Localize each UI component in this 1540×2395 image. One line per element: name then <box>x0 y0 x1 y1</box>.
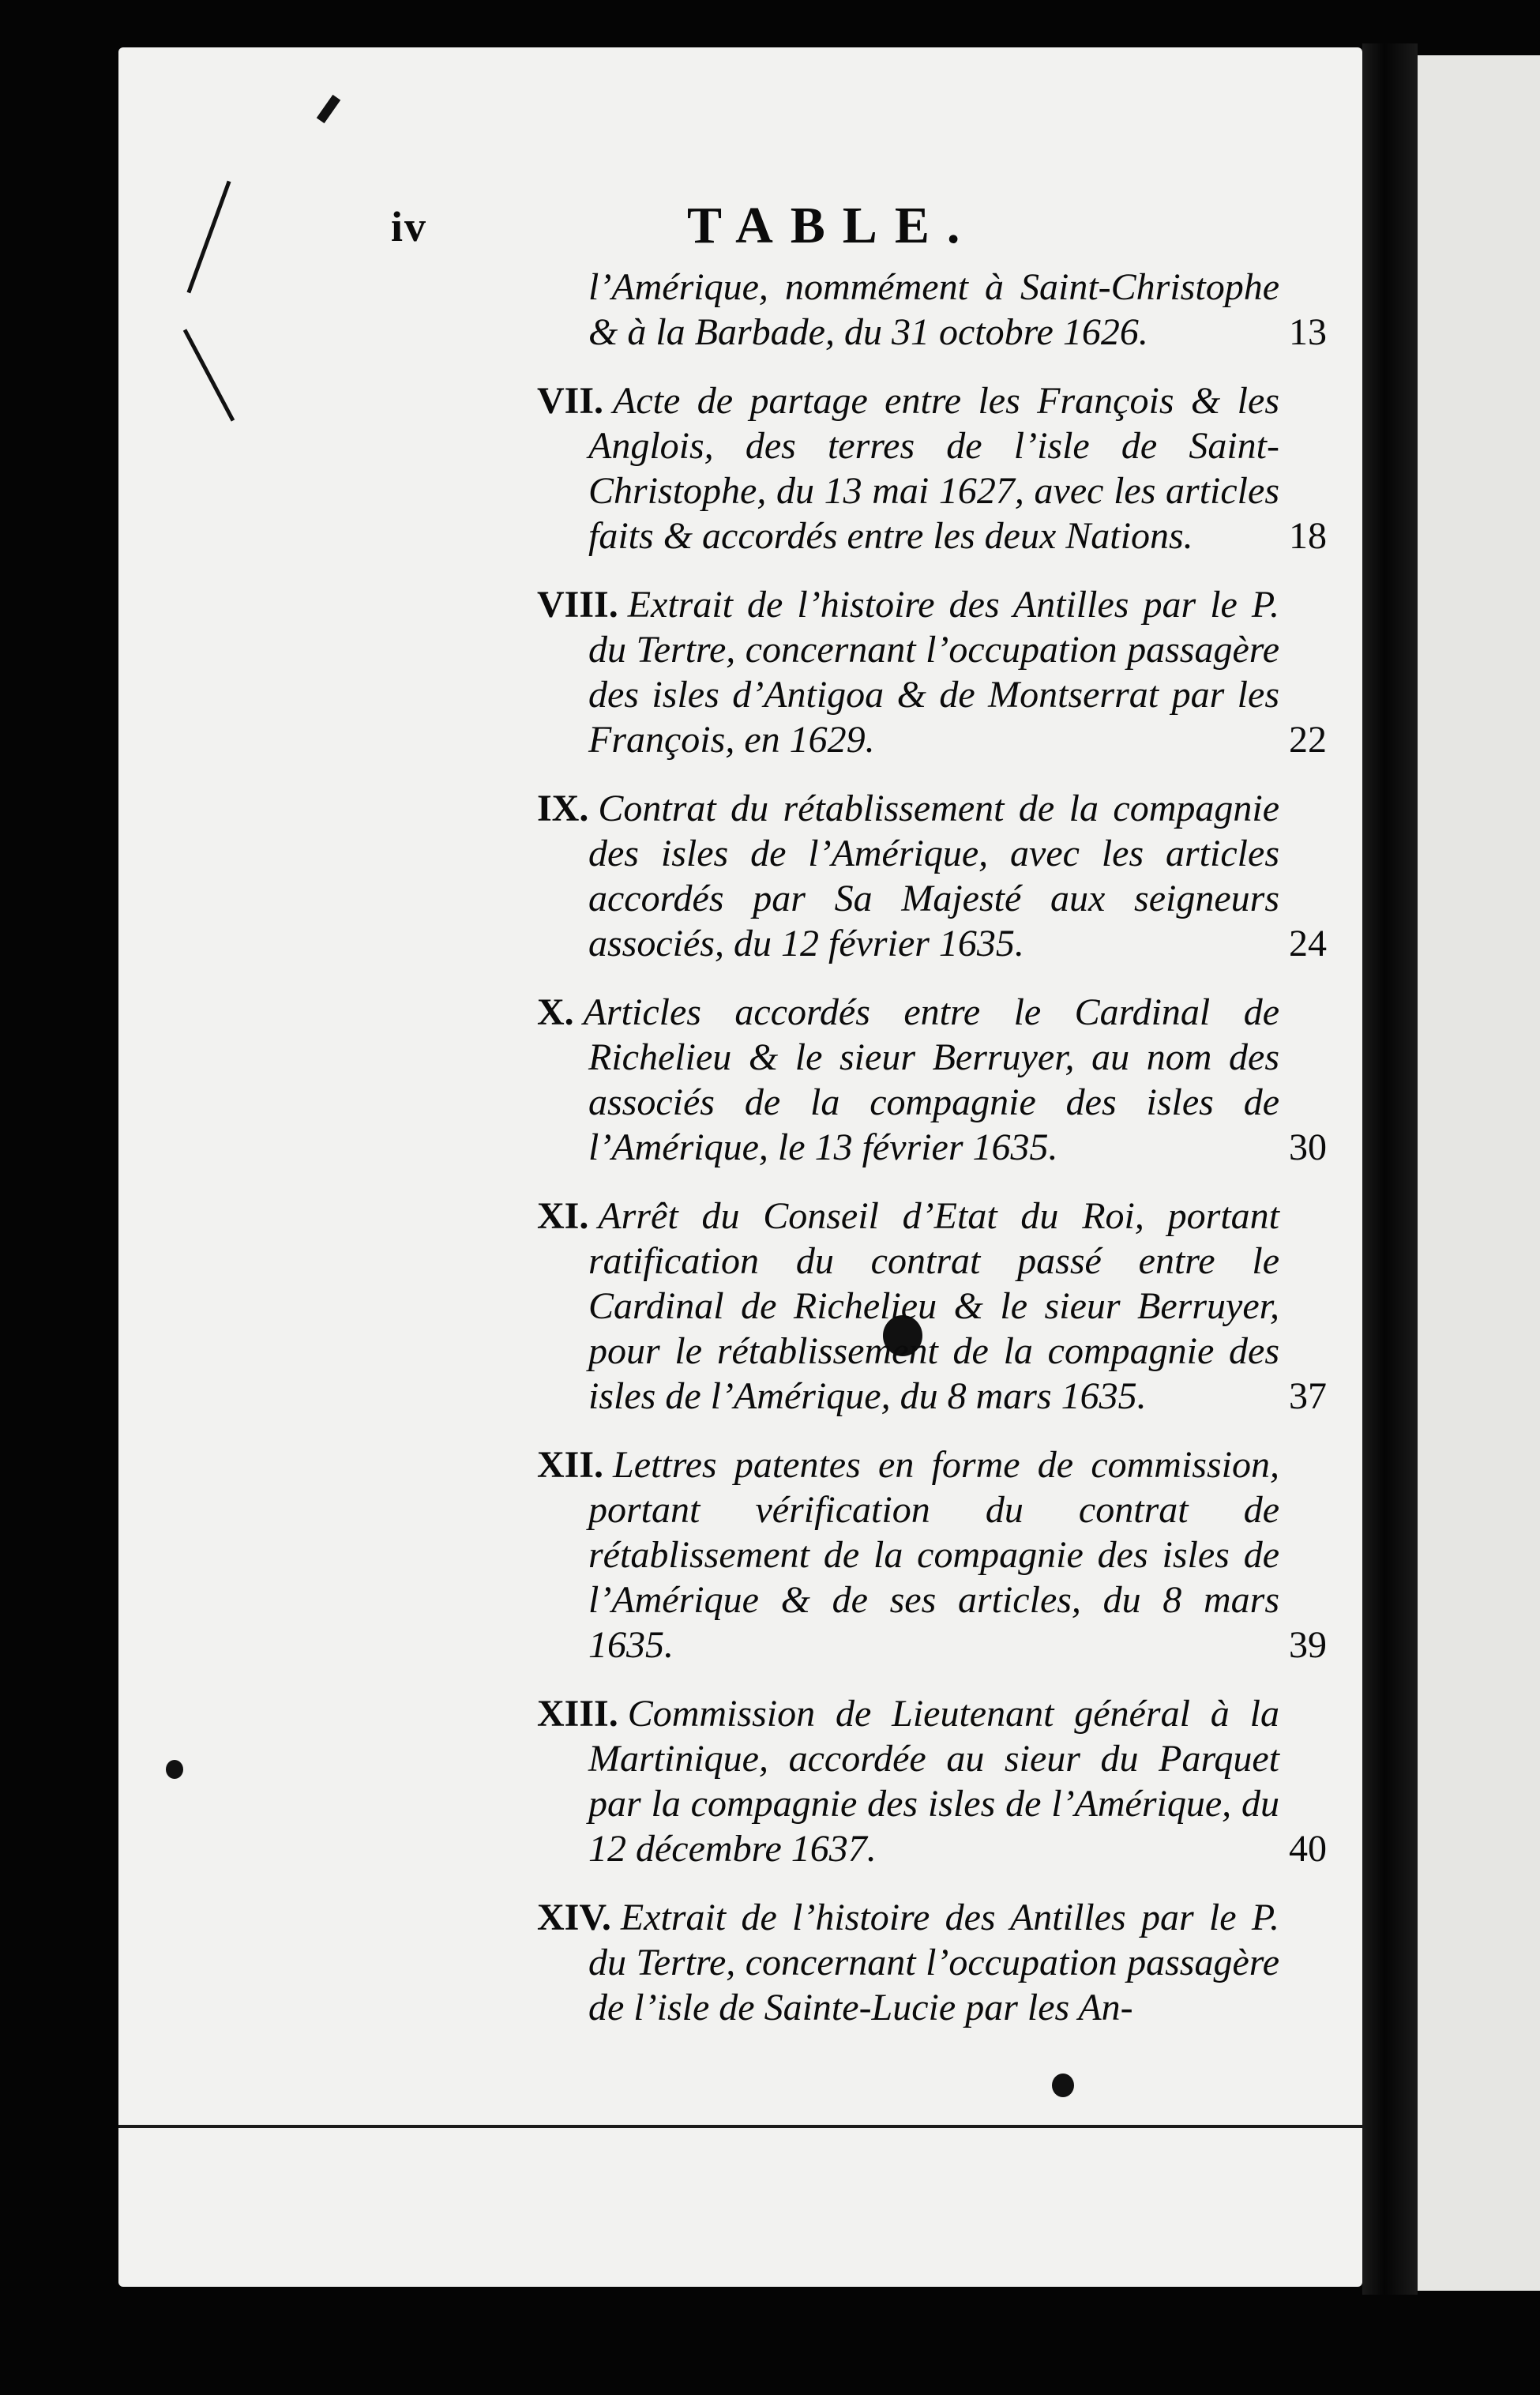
entry-page: 22 <box>1289 719 1327 761</box>
toc-entry <box>537 265 1327 355</box>
entry-page: 40 <box>1289 1828 1327 1870</box>
entry-text: Extrait de l’histoire des Antilles par le P. du Tertre, concernant l’occupation passagère de l’isle de Sainte-Lucie par les An- <box>588 1897 1279 2028</box>
entry-text: Articles accordés entre le Cardinal de Richelieu & le sieur Berruyer, au nom des associés de la compagnie des isles de l’Amérique, le 13 février 1635. <box>583 991 1279 1168</box>
entry-number: IX. <box>537 788 589 829</box>
ink-speck <box>1052 2074 1074 2097</box>
toc-entry <box>537 786 1327 966</box>
entry-number: XII. <box>537 1444 604 1486</box>
toc-entry <box>537 582 1327 762</box>
entry-page: 37 <box>1289 1375 1327 1417</box>
entry-number: XIV. <box>537 1897 611 1938</box>
toc-entry <box>537 378 1327 558</box>
entry-text: Arrêt du Conseil d’Etat du Roi, portant ratification du contrat passé entre le Cardinal de Richelieu & le sieur Berruyer, pour le rétablissement de la compagnie des isles de l’Amérique, du 8 mars 1635. <box>588 1195 1279 1417</box>
entry-page: 30 <box>1289 1126 1327 1168</box>
table-of-contents <box>537 265 1327 2054</box>
entry-page: 13 <box>1289 311 1327 353</box>
entry-number: XIII. <box>537 1693 618 1735</box>
toc-entry <box>537 1691 1327 1871</box>
page-title: TABLE. <box>687 197 978 254</box>
running-head <box>391 196 1283 267</box>
facing-page-edge <box>1418 55 1540 2291</box>
entry-page: 24 <box>1289 923 1327 964</box>
ink-speck <box>166 1760 183 1779</box>
entry-text: Lettres patentes en forme de commission, portant vérification du contrat de rétablissement de la compagnie des isles de l’Amérique & de ses articles, du 8 mars 1635. <box>588 1444 1279 1666</box>
entry-text: Acte de partage entre les François & les Anglois, des terres de l’isle de Saint-Christophe, du 13 mai 1627, avec les articles faits & accordés entre les deux Nations. <box>588 380 1279 557</box>
toc-entry <box>537 1194 1327 1419</box>
toc-entry <box>537 990 1327 1170</box>
entry-page: 18 <box>1289 515 1327 557</box>
entry-number: VIII. <box>537 584 618 626</box>
entry-text: Extrait de l’histoire des Antilles par le P. du Tertre, concernant l’occupation passagère des isles d’Antigoa & de Montserrat par les François, en 1629. <box>588 584 1279 761</box>
entry-number: XI. <box>537 1195 589 1237</box>
entry-number: X. <box>537 991 574 1033</box>
entry-page: 39 <box>1289 1624 1327 1666</box>
toc-entry <box>537 1442 1327 1667</box>
toc-entry <box>537 1895 1327 2030</box>
entry-text: Commission de Lieutenant général à la Martinique, accordée au sieur du Parquet par la compagnie des isles de l’Amérique, du 12 décembre 1637. <box>588 1693 1279 1870</box>
page-folio: iv <box>391 203 428 250</box>
entry-number: VII. <box>537 380 604 422</box>
entry-text: Contrat du rétablissement de la compagnie des isles de l’Amérique, avec les articles accordés par Sa Majesté aux seigneurs associés, du 12 février 1635. <box>588 788 1279 964</box>
entry-text: l’Amérique, nommément à Saint-Christophe & à la Barbade, du 31 octobre 1626. <box>588 266 1279 353</box>
book-gutter <box>1362 43 1418 2295</box>
